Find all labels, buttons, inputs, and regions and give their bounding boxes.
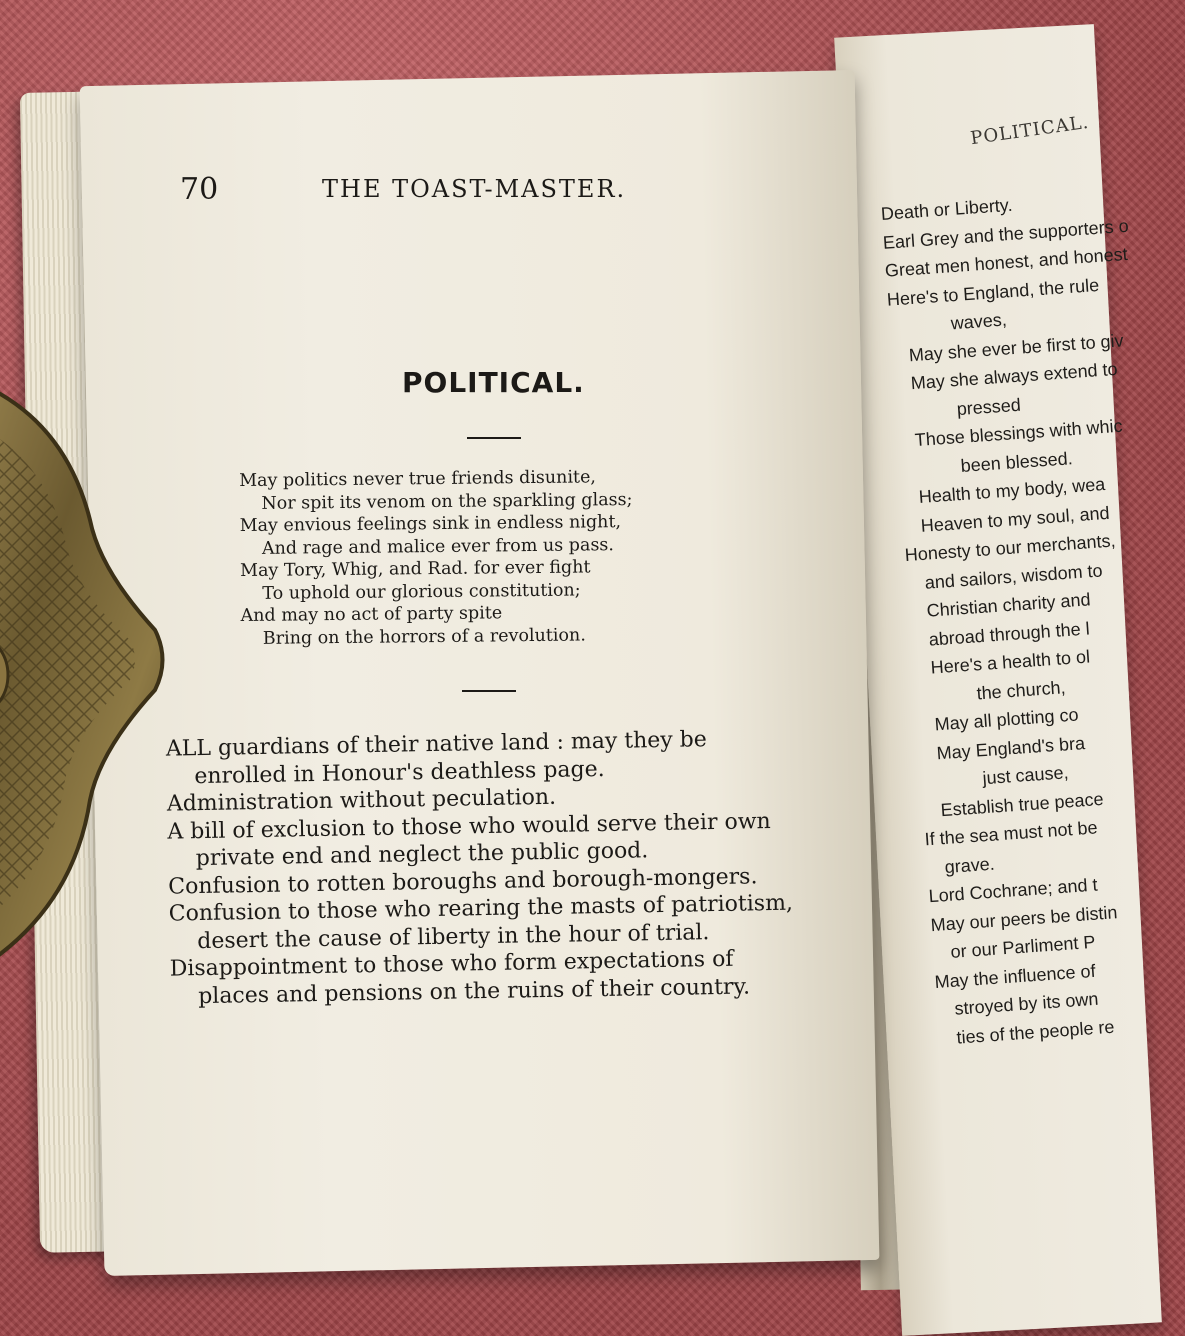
right-line: Establish true peace bbox=[939, 788, 1105, 820]
verse-line: May Tory, Whig, and Rad. for ever fight bbox=[240, 557, 591, 582]
right-line: May England's bra bbox=[936, 732, 1086, 763]
right-line: Death or Liberty. bbox=[880, 194, 1014, 224]
verse-line: And rage and malice ever from us pass. bbox=[261, 534, 615, 559]
right-line: Christian charity and bbox=[926, 589, 1092, 621]
verse-line: May politics never true friends disunite, bbox=[239, 467, 597, 492]
right-line: Here's to England, the rule bbox=[886, 274, 1100, 310]
right-line: Honesty to our merchants, bbox=[904, 530, 1117, 566]
right-line: Lord Cochrane; and t bbox=[927, 874, 1099, 907]
right-line: grave. bbox=[943, 853, 996, 877]
verse-line: And may no act of party spite bbox=[240, 603, 503, 627]
right-line: Earl Grey and the supporters o bbox=[882, 215, 1130, 253]
right-line: Here's a health to ol bbox=[930, 646, 1091, 678]
right-line: been blessed. bbox=[960, 447, 1074, 476]
toast-item: Disappointment to those who form expectations of places and pensions on the ruins of their country. bbox=[169, 946, 751, 1009]
right-line: Great men honest, and honest bbox=[884, 243, 1129, 281]
verse-line: Bring on the horrors of a revolution. bbox=[262, 624, 586, 649]
right-line: May our peers be distin bbox=[929, 901, 1119, 935]
verse bbox=[239, 466, 634, 650]
right-line: Health to my body, wea bbox=[918, 474, 1106, 507]
right-line: Heaven to my soul, and bbox=[920, 502, 1111, 536]
toast-list bbox=[166, 724, 811, 1010]
right-line: stroyed by its own bbox=[953, 988, 1100, 1019]
toast-item: ALL guardians of their native land : may they be enrolled in Honour's deathless page. bbox=[165, 727, 708, 789]
right-running-head: POLITICAL. bbox=[969, 111, 1091, 150]
toast-item: Administration without peculation. bbox=[166, 784, 557, 817]
right-line: waves, bbox=[950, 309, 1008, 334]
toast-item: Confusion to rotten boroughs and borough-mongers. bbox=[168, 863, 758, 900]
right-line: and sailors, wisdom to bbox=[924, 559, 1104, 593]
right-line: If the sea must not be bbox=[924, 817, 1099, 850]
right-line: May she always extend to bbox=[910, 358, 1119, 394]
rule-bottom bbox=[462, 690, 516, 692]
rule-top bbox=[467, 437, 521, 439]
right-line: May the influence of bbox=[933, 960, 1097, 992]
right-line: pressed bbox=[956, 394, 1022, 419]
verse-line: To uphold our glorious constitution; bbox=[262, 579, 581, 604]
right-line: the church, bbox=[975, 676, 1067, 703]
toast-item: A bill of exclusion to those who would serve their own private end and neglect the public good. bbox=[167, 808, 771, 872]
running-head: THE TOAST-MASTER. bbox=[322, 175, 627, 203]
page-number: 70 bbox=[180, 172, 219, 207]
brass-ornament bbox=[0, 370, 170, 990]
left-page bbox=[80, 70, 880, 1276]
right-line: ties of the people re bbox=[955, 1016, 1116, 1048]
right-line: or our Parliment P bbox=[949, 931, 1097, 962]
right-line: May she ever be first to giv bbox=[908, 329, 1125, 365]
verse-line: Nor spit its venom on the sparkling glass; bbox=[261, 489, 633, 514]
toast-item: Confusion to those who rearing the masts of patriotism, desert the cause of liberty in the hour of trial. bbox=[168, 890, 794, 954]
right-line: just cause, bbox=[981, 762, 1070, 789]
right-line: Those blessings with whic bbox=[914, 415, 1124, 451]
section-title: POLITICAL. bbox=[402, 366, 585, 399]
verse-line: May envious feelings sink in endless night, bbox=[239, 512, 622, 537]
right-line: abroad through the l bbox=[928, 617, 1091, 650]
right-line: May all plotting co bbox=[934, 704, 1080, 735]
